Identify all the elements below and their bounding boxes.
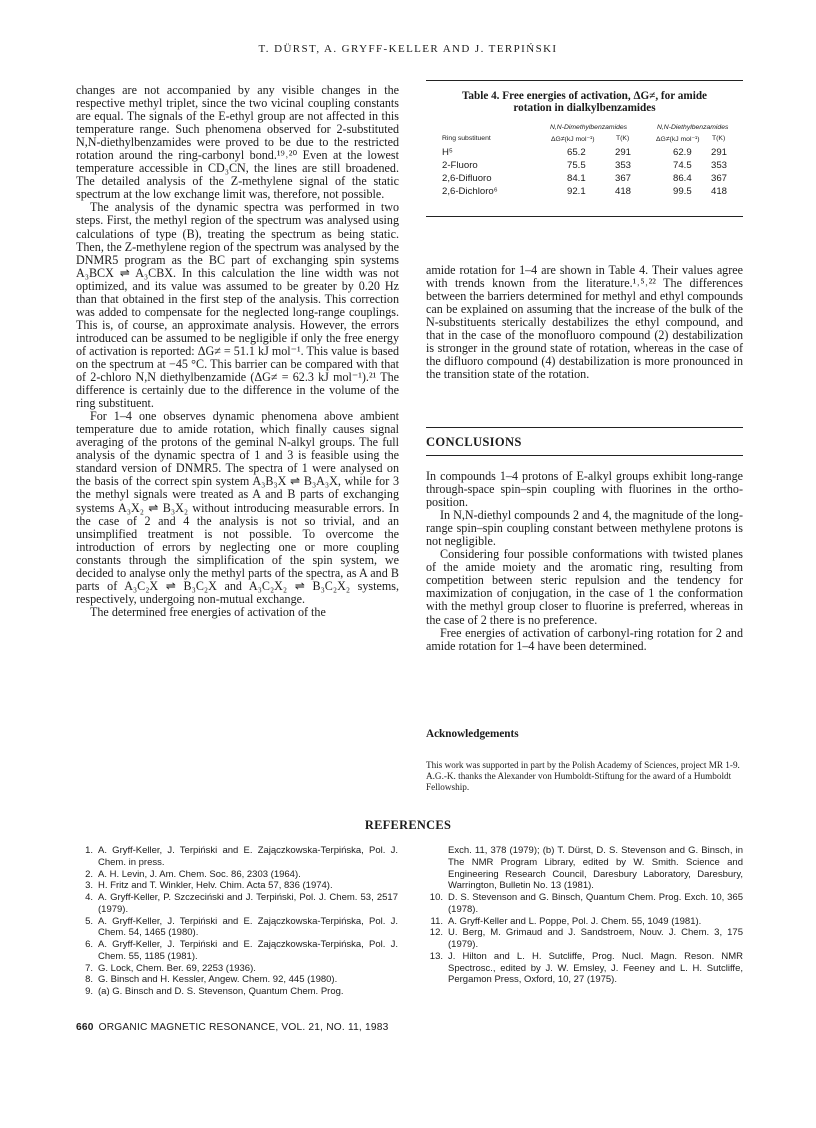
reference-item: 4. A. Gryff-Keller, P. Szczeciński and J. Terpiński, Pol. J. Chem. 53, 2517 (1979). — [85, 892, 398, 915]
table-cell: 418 — [711, 186, 728, 198]
reference-item: 3. H. Fritz and T. Winkler, Helv. Chim. Acta 57, 836 (1974). — [85, 880, 333, 892]
acknowledgements-text: This work was supported in part by the Polish Academy of Sciences, project MR 1-9. A.G.-K. thanks the Alexander von Humboldt-Stiftung for the award of a Humboldt Fellowship. — [426, 760, 740, 792]
table-caption-line: rotation in dialkylbenzamides — [513, 102, 656, 115]
references-left — [76, 845, 398, 998]
table-cell: 99.5 — [673, 186, 692, 198]
table-caption-line: Table 4. Free energies of activation, ΔG≠, for amide — [461, 90, 708, 102]
paragraph: changes are not accompanied by any visible changes in the respective methyl triplet, since the two vicinal coupling constants are equal. The signals of the E-ethyl group are not affected in this temperature range. Such phenomena observed for 2-substituted N,N-diethylbenzamides were proved to be due to the restricted rotation around the ring-carbonyl bond.¹⁹˒²⁰ Even at the lowest temperature accessible in CD₃CN, the lines are still broadened. The detailed analysis of the Z-methylene signal of the static spectrum at the low exchange limit was, therefore, not possible. — [76, 83, 399, 202]
conclusions-section — [426, 427, 743, 653]
column-header-substituent: Ring substituent — [442, 135, 491, 143]
reference-item: 11. A. Gryff-Keller and L. Poppe, Pol. J. Chem. 55, 1049 (1981). — [430, 915, 702, 927]
table-cell-substituent: 2,6-Dichloro⁶ — [442, 186, 498, 198]
left-column — [76, 84, 399, 619]
table-cell: 86.4 — [673, 173, 692, 185]
table-bottom-rule — [426, 216, 743, 217]
table-4 — [426, 80, 743, 217]
section-rule — [426, 455, 743, 456]
column-header-dg-diethyl: ΔG≠(kJ mol⁻¹) — [656, 136, 700, 144]
table-grid — [426, 120, 743, 216]
table-cell: 353 — [711, 160, 728, 172]
table-cell: 65.2 — [567, 147, 586, 159]
table-cell: 84.1 — [567, 173, 586, 185]
table-cell: 418 — [615, 186, 632, 198]
table-cell: 367 — [711, 173, 728, 185]
paragraph: Free energies of activation of carbonyl-ring rotation for 2 and amide rotation for 1–4 have been determined. — [426, 625, 743, 653]
reference-item-continued: Exch. 11, 378 (1979); (b) T. Dürst, D. S. Stevenson and G. Binsch, in The NMR Program Library, edited by W. Smith. Science and Engineering Research Council, Daresbury Laboratory, Daresbury, Warrington, Bulletin No. 13 (1981). — [448, 845, 743, 892]
table-cell: 291 — [711, 147, 728, 159]
table-cell: 74.5 — [673, 160, 692, 172]
paragraph: In N,N-diethyl compounds 2 and 4, the magnitude of the long-range spin–spin coupling constant between methylene protons is not negligible. — [426, 508, 743, 549]
reference-item: 12. U. Berg, M. Grimaud and J. Sandstroem, Nouv. J. Chem. 3, 175 (1979). — [429, 927, 743, 950]
table-cell: 291 — [615, 147, 632, 159]
column-header-dg-dimethyl: ΔG≠(kJ mol⁻¹) — [551, 136, 595, 144]
table-cell-substituent: 2-Fluoro — [442, 160, 478, 172]
table-cell: 75.5 — [567, 160, 586, 172]
reference-item: 8. G. Binsch and H. Kessler, Angew. Chem. 92, 445 (1980). — [85, 974, 338, 986]
reference-item: 10. D. S. Stevenson and G. Binsch, Quantum Chem. Prog. Exch. 10, 365 (1978). — [429, 892, 743, 915]
column-header-t-dimethyl: T(K) — [616, 135, 630, 143]
acknowledgements-heading: Acknowledgements — [426, 728, 519, 740]
reference-item: 7. G. Lock, Chem. Ber. 69, 2253 (1936). — [85, 962, 256, 974]
page-number: 660 — [76, 1022, 94, 1033]
right-column — [426, 264, 743, 381]
references-right — [426, 845, 743, 986]
paragraph: For 1–4 one observes dynamic phenomena above ambient temperature due to amide rotation, which finally causes signal averaging of the protons of the geminal N-alkyl groups. The full analysis of the dynamic spectra of 1 and 3 is feasible using the standard version of DNMR5. The spectra of 1 were analysed on the basis of the correct spin system A₃B₃X ⇌ B₃A₃X, while for 3 the methyl signals were treated as A and B parts of exchanging systems A₃X₂ ⇌ B₃X₂ without introducing measurable errors. In the case of 2 and 4 the analysis is not so trivial, and an unsimplified treatment is not possible. To overcome the introduction of errors by neglecting one or more coupling constants through the simplification of the spin system, we decided to analyse only the methyl parts of the spectra, as A and B parts of A₃C₂X ⇌ B₃C₂X and A₃C₂X₂ ⇌ B₃C₂X₂ systems, respectively, undergoing non-mutual exchange. — [76, 409, 399, 606]
page-footer — [76, 1022, 388, 1033]
paragraph: amide rotation for 1–4 are shown in Table 4. Their values agree with trends known from the literature.¹˒⁵˒²² The differences between the barriers determined for methyl and ethyl compounds can be explained on assuming that the increase of the bulk of the N-substituents sterically destabilizes the ethyl compound, and that in the case of the monofluoro compound (2) destabilization is stronger in the ground state of rotation, whereas in the case of the difluoro compound (4) destabilization is more pronounced in the transition state of the rotation. — [426, 263, 743, 382]
reference-item: 5. A. Gryff-Keller, J. Terpiński and E. Zajączkowska-Terpińska, Pol. J. Chem. 54, 1465 (1980). — [85, 915, 398, 939]
conclusions-heading: CONCLUSIONS — [426, 435, 522, 449]
reference-item: 9. (a) G. Binsch and D. S. Stevenson, Quantum Chem. Prog. — [85, 986, 344, 997]
reference-item: 13. J. Hilton and L. H. Sutcliffe, Prog. Nucl. Magn. Reson. NMR Spectrosc., edited by J. W. Emsley, J. Feeney and L. H. Sutcliffe, Pergamon Press, Oxford, 10, 27 (1975). — [429, 950, 743, 986]
table-cell-substituent: H⁵ — [442, 147, 453, 159]
reference-item: 1. A. Gryff-Keller, J. Terpiński and E. Zajączkowska-Terpińska, Pol. J. Chem. in press. — [85, 845, 398, 868]
references-heading: REFERENCES — [364, 818, 452, 832]
paragraph: In compounds 1–4 protons of E-alkyl groups exhibit long-range through-space spin–spin coupling with fluorines in the ortho-position. — [426, 469, 743, 510]
conclusions-text — [426, 470, 743, 653]
paragraph: The analysis of the dynamic spectra was performed in two steps. First, the methyl region of the spectrum was analysed using calculations of type (B), treating the spectrum as being static. Then, the Z-methylene region of the spectrum was analysed by the DNMR5 program as the BC part of exchanging spin systems A₃BCX ⇌ A₃CBX. In this calculation the line width was not optimized, and its value was assumed to be greater by 0.20 Hz than that obtained in the first step of the analysis. This correction was added to compensate for the neglected long-range couplings. This is, of course, an approximate analysis. However, the errors introduced can be assumed to be negligible if only the free energy of activation is reported: ΔG≠ = 51.1 kJ mol⁻¹. This value is based on the spectrum at −45 °C. This barrier can be compared with that of 2-chloro N,N diethylbenzamide (ΔG≠ = 62.3 kJ mol⁻¹).²¹ The difference is certainly due to the difference in the volume of the ring substituent. — [76, 200, 399, 411]
table-cell: 353 — [615, 160, 632, 172]
table-cell-substituent: 2,6-Difluoro — [442, 173, 492, 185]
table-cell: 367 — [615, 173, 632, 185]
reference-item: 6. A. Gryff-Keller, J. Terpiński and E. Zajączkowska-Terpińska, Pol. J. Chem. 55, 1185 (1981). — [85, 939, 398, 962]
group-header-dimethyl: N,N-Dimethylbenzamides — [550, 124, 628, 132]
paragraph: The determined free energies of activation of the — [90, 604, 326, 619]
running-head: T. DÜRST, A. GRYFF-KELLER AND J. TERPIŃSKI — [258, 43, 558, 55]
column-header-t-diethyl: T(K) — [712, 135, 726, 143]
table-cell: 92.1 — [567, 186, 586, 198]
group-header-diethyl: N,N-Diethylbenzamides — [657, 124, 729, 132]
reference-item: 2. A. H. Levin, J. Am. Chem. Soc. 86, 2303 (1964). — [85, 868, 301, 880]
table-cell: 62.9 — [673, 147, 692, 159]
journal-citation: ORGANIC MAGNETIC RESONANCE, VOL. 21, NO. 11, 1983 — [98, 1022, 389, 1033]
paragraph: Considering four possible conformations with twisted planes of the amide moiety and the aromatic ring, resulting from competition between steric repulsion and the tendency for maximization of conjugation, in the case of 1 the conformation with the methyl group closer to fluorine is preferred, whereas in the case of 2 there is no preference. — [426, 547, 743, 627]
table-caption — [426, 81, 743, 120]
